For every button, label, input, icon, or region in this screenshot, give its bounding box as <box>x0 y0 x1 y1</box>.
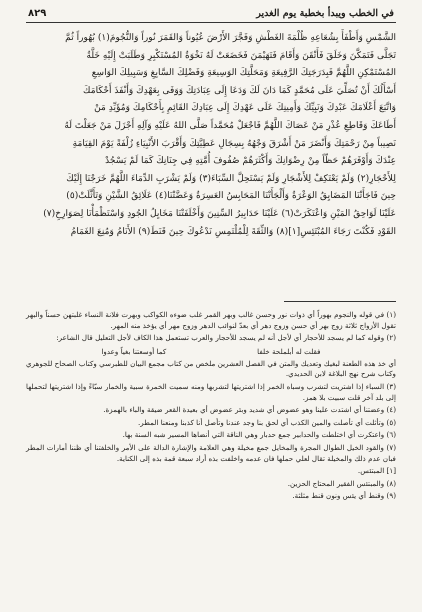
main-line: المُسْتَمْكِنِ اللَّهُمَّ فَبِدَرَجَتِكَ الرَّفِيعَةِ وَمَحَلَّتِكَ الوَسِيعَةِ وَفَضْلِكَ السَّابِغِ وَسَبِيلِكَ الوَاسِعِ <box>91 68 396 79</box>
main-line: لِلأَحْجَارِ(٢) وَلَمْ يَعْتَكِفْ لِلأَشْجَارِ وَلَمْ يَسْتَحِلَّ السِّبَاءَ(٣) وَلَمْ يَشْرَبِ الدِّمَاءَ اللَّهُمَّ خَرَجْنَا إِلَيْكَ <box>66 173 396 184</box>
footnote-8: (٨) والمبتئس الفقير المحتاج الحزين. <box>287 478 396 488</box>
main-line: الشَّمْسِ وَأَطْفَأَ بِشُعَاعِهِ ظُلْمَةَ الغَطْشِ وَفَجَّرَ الأَرْضَ عُيُوناً وَالقَمَرَ نُوراً وَالنُّجُومَ(١) بُهُوراً ثُمَّ <box>65 33 396 43</box>
main-line: وَاتَّبَعَ أَعْلَامَكَ عَبْدِكَ وَنَبِيِّكَ وَأَمِينِكَ عَلَى عَهْدِكَ إِلَى عِبَادِكَ القَائِمِ بِأَحْكَامِكَ وَمُؤَيِّدِ مَنْ <box>94 103 396 114</box>
footnote-2-continued: أي خذ هذه الطعنة لبغيك وتعديك والمتن في الفصل العشرين ملخص من كتاب مجمع البيان للطبرسي وكتاب الصحاح للجوهري وكتاب شرح نهج البلاغة لابن الحديدي. <box>26 358 396 379</box>
page-number: ٨٢٩ <box>28 8 47 19</box>
footnote-bracket-1: [١] المبتئس. <box>357 466 396 476</box>
main-line: أَسْأَلُكَ أَنْ تُصَلِّيَ عَلَى مُحَمَّدٍ كَمَا دَانَ لَكَ وَدَعَا إِلَى عِبَادَتِكَ وَوَفَى بِعَهْدِكَ وَأَنْفَذَ أَحْكَامَكَ <box>83 85 396 96</box>
footnote-5: (٥) وتأثلت أي تأصلت والمين الكذب أي لحق بنا وجد عندنا وتأصل أنا كذبنا ومنعنا المطر. <box>137 417 396 427</box>
main-line: عَلَيْنَا لَوَاحِقُ المَيْنِ وَاعْتَكَرَتْ(٦) عَلَيْنَا حَدَابِيرُ السِّنِينَ وَأَخْلَفَتْنَا مَخَايِلُ الجُودِ وَاسْتَظْمَأْنَا لِصَوَارِخِ(٧) <box>43 208 396 219</box>
main-line: حِينَ فَاجَأَتْنَا المَضَايِقُ الوَعْرَةُ وَأَلْجَأَتْنَا المَحَابِسُ العَسِرَةُ وَعَضَّتْنَا(٤) عَلَائِقُ الشَّيْنِ وَتَأَثَّلَتْ(٥) <box>66 191 396 202</box>
main-text <box>26 31 396 293</box>
footnote-3: (٣) السباء إذا اشتريت لتشرب وسباه الخمر إذا اشتريتها لتشربها ومنه سميت الخمرة سبية والخمار سبّاءً وإذا اشتريتها لتحملها إلى بلد آخر قلت سبيت بلا همز. <box>26 381 396 402</box>
main-line: أَطَاعَكَ وَقَاطِعِ عُذْرِ مَنْ عَصَاكَ اللَّهُمَّ فَاجْعَلْ مُحَمَّداً صَلَّى اللهُ عَلَيْهِ وَآلِهِ أَجْزَلَ مَنْ جَعَلْتَ لَهُ <box>64 120 396 131</box>
main-line: نَصِيباً مِنْ رَحْمَتِكَ وَأَنْضَرَ مَنْ أَشْرَقَ وَجْهُهُ بِسِجَالِ عَطِيَّتِكَ وَأَقْرَبَ الأَنْبِيَاءِ زُلْفَةً يَوْمَ القِيَامَةِ <box>72 138 396 149</box>
footnote-9: (٩) وقنط أي يئس ونون قنط مثلثة. <box>292 491 396 501</box>
footnotes <box>26 310 396 502</box>
verse-hemistich-second: كما أوسعتنا بغياً وعدوا <box>101 346 167 356</box>
main-line: تَجَلَّى فَتَمَكَّنَ وَخَلَقَ فَأَتْقَنَ وَأَقَامَ فَتَهَيْمَنَ فَخَضَعَتْ لَهُ نَخْوَةُ المُسْتَكْبِرِ وَطَلَبَتْ إِلَيْهِ خَلَّةُ <box>86 50 396 61</box>
footnote-6: (٦) واعتكرت أي اختلطت والحدابير جمع حدبار وهي الناقة التي أنضاها المسير شبه السنة بها. <box>122 430 396 440</box>
footnote-separator <box>284 301 396 302</box>
verse-hemistich-first: فقلت له أبلملحة خلفا <box>257 346 321 356</box>
footnote-2: (٢) وقوله كما لم يسجد للأحجار أي لأجل أنه لم يسجد للأحجار والعرب تستعمل هذا الكاف لأجل التعليل قال الشاعر: <box>56 333 396 343</box>
footnote-7: (٧) والقود الخيل الطوال المجرة والمخايل جمع مخيلة وهي العلامة والإشارة الدالة على الأمر والخلفتنا أي ظننا أمارات المطر فبان عدم ذلك والمخيلة تقال لعلي حملها فان عدمه واخلفت بذه أراد سبعة قمة بذه إلى الكناية. <box>26 442 396 463</box>
running-title: في الخطب ويبدأ بخطبة يوم الغدير <box>256 8 394 19</box>
footnote-1: (١) في قوله والنجوم بهوراً أي ذوات نور وحسن غالب وبهر القمر غلب ضوءه الكواكب وبهرت فلانة النساء غلبتهن حسناً والبهر تقول الأزواج ثلاثة زوج بهر أي حسن وزوج دهر أي بعدّ لنوائب الدهر وزوج مهر أي يؤخذ منه المهر. <box>26 310 396 330</box>
main-line: القَوْدِ فَكُنْتَ رَجَاءَ المُبْتَئِسِ[١](٨) وَالثِّقَةَ لِلْمُلْتَمِسِ نَدْعُوكَ حِينَ قَنَطَ(٩) الأَنَامُ وَمُنِعَ الغَمَامُ <box>70 226 396 237</box>
poetry-verse <box>56 346 366 357</box>
main-line: عِنْدَكَ وَأَوْفَرَهُمْ حَظّاً مِنْ رِضْوَانِكَ وَأَكْثَرَهُمْ صُفُوفَ أُمَّتِهِ فِي جِنَانِكَ كَمَا لَمْ يَسْجُدْ <box>105 156 396 167</box>
footnote-4: (٤) وعضتنا أي اشتدت علينا وهو عضوض أي شديد وبئر عضوض أي بعيدة القعر ضيقة والباء بالهمزة. <box>103 405 396 415</box>
page-header <box>26 8 396 23</box>
